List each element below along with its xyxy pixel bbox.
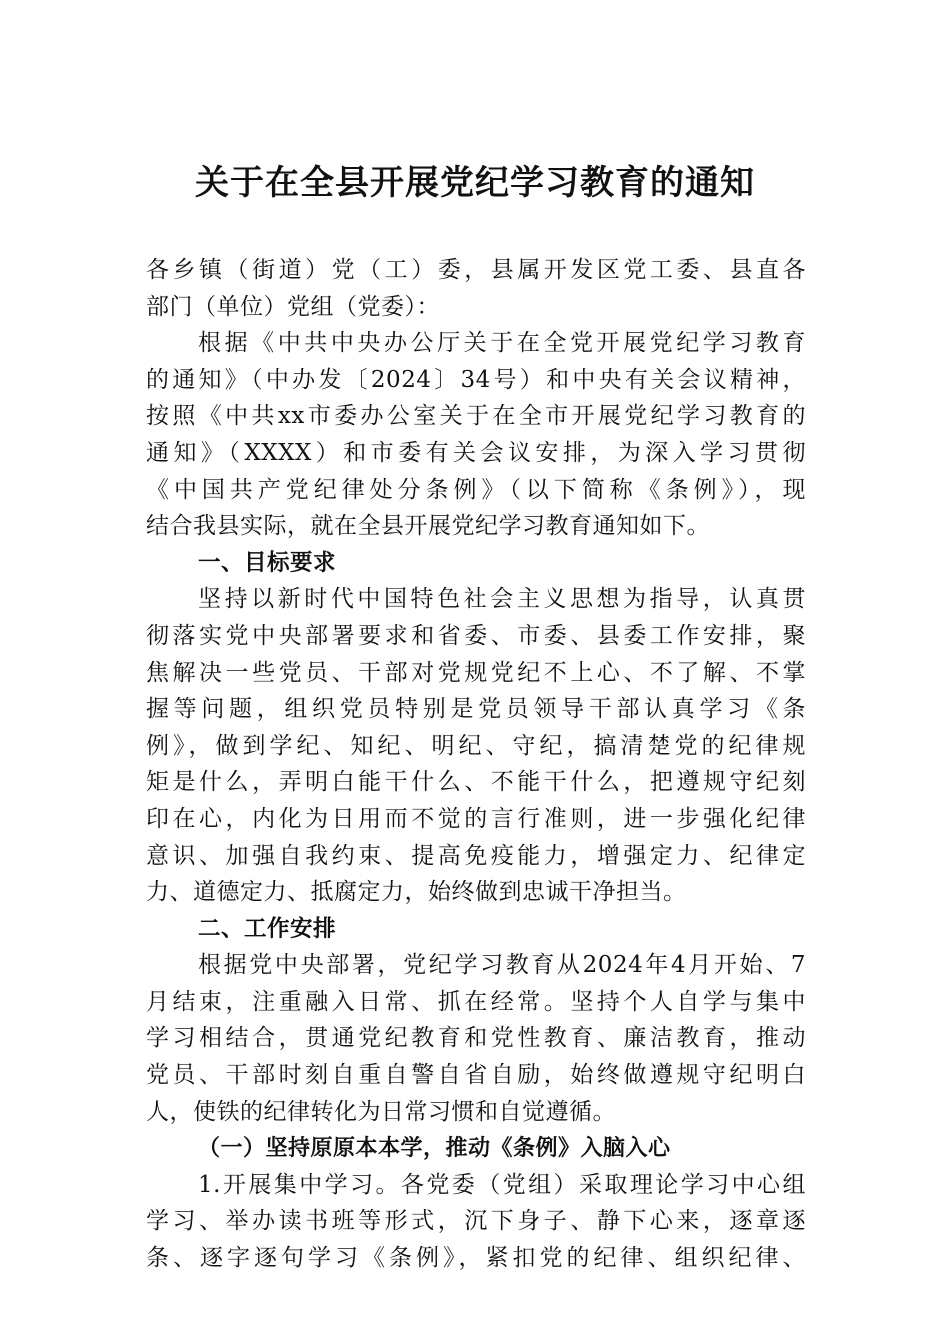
body-line: 通知》（XXXX）和市委有关会议安排，为深入学习贯彻	[146, 439, 806, 466]
paragraph-first-line: 坚持以新时代中国特色社会主义思想为指导，认真贯	[198, 586, 806, 613]
body-line: 例》，做到学纪、知纪、明纪、守纪，搞清楚党的纪律规	[146, 732, 806, 759]
body-line: 学习、举办读书班等形式，沉下身子、静下心来，逐章逐	[146, 1208, 806, 1235]
section-heading: 一、目标要求	[198, 549, 337, 576]
body-line: 意识、加强自我约束、提高免疫能力，增强定力、纪律定	[146, 842, 806, 869]
document-body	[146, 252, 806, 1277]
body-line: 月结束，注重融入日常、抓在经常。坚持个人自学与集中	[146, 988, 806, 1015]
body-line: 印在心，内化为日用而不觉的言行准则，进一步强化纪律	[146, 805, 806, 832]
body-line: 条、逐字逐句学习《条例》，紧扣党的纪律、组织纪律、	[146, 1245, 806, 1272]
body-line: 结合我县实际，就在全县开展党纪学习教育通知如下。	[146, 513, 710, 540]
paragraph-first-line: 根据《中共中央办公厅关于在全党开展党纪学习教育	[198, 330, 806, 357]
body-line: 部门（单位）党组（党委）：	[146, 293, 440, 320]
body-line: 按照《中共xx市委办公室关于在全市开展党纪学习教育的	[146, 403, 806, 430]
body-line: 握等问题，组织党员特别是党员领导干部认真学习《条	[146, 696, 806, 723]
body-line: 党员、干部时刻自重自警自省自励，始终做遵规守纪明白	[146, 1062, 806, 1089]
body-line: 学习相结合，贯通党纪教育和党性教育、廉洁教育，推动	[146, 1025, 806, 1052]
body-line: 人，使铁的纪律转化为日常习惯和自觉遵循。	[146, 1098, 616, 1125]
body-line: 彻落实党中央部署要求和省委、市委、县委工作安排，聚	[146, 622, 806, 649]
body-line: 的通知》（中办发〔2024〕34号）和中央有关会议精神，	[146, 366, 806, 393]
body-line: 焦解决一些党员、干部对党规党纪不上心、不了解、不掌	[146, 659, 806, 686]
body-line: 力、道德定力、抵腐定力，始终做到忠诚干净担当。	[146, 879, 687, 906]
paragraph-first-line: 根据党中央部署，党纪学习教育从2024年4月开始、7	[198, 952, 806, 979]
subsection-heading: （一）坚持原原本本学，推动《条例》入脑入心	[198, 1135, 671, 1162]
paragraph-first-line: 1.开展集中学习。各党委（党组）采取理论学习中心组	[198, 1171, 806, 1198]
body-line: 矩是什么，弄明白能干什么、不能干什么，把遵规守纪刻	[146, 769, 806, 796]
document-title: 关于在全县开展党纪学习教育的通知	[195, 163, 755, 203]
section-heading: 二、工作安排	[198, 915, 337, 942]
body-line: 各乡镇（街道）党（工）委，县属开发区党工委、县直各	[146, 257, 806, 283]
body-line: 《中国共产党纪律处分条例》（以下简称《条例》），现	[146, 476, 806, 503]
